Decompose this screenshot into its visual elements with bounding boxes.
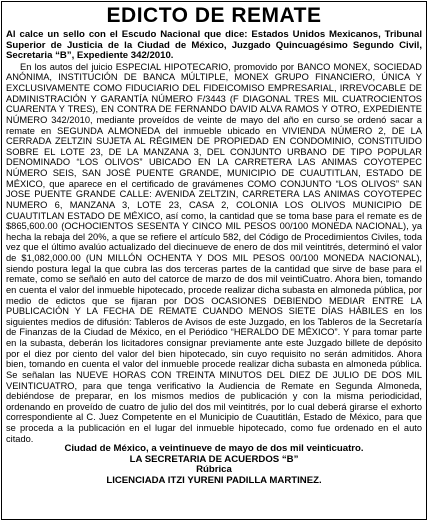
edict-notice	[1, 1, 427, 520]
signature-title: LA SECRETARIA DE ACUERDOS “B”	[129, 453, 299, 465]
seal-intro: Al calce un sello con el Escudo Nacional que dice: Estados Unidos Mexicanos, Tribunal Superior de Justicia de la Ciudad de México, Juzgado Quincuagésimo Segundo Civil, Secretaria “B”, Expediente 342/2010.	[6, 29, 422, 62]
signature-note: Rúbrica	[196, 464, 232, 476]
place-date: Ciudad de México, a veintinueve de mayo de dos mil veinticuatro.	[64, 443, 364, 455]
notice-body: En los autos del juicio ESPECIAL HIPOTECARIO, promovido por BANCO MONEX, SOCIEDAD ANÓNIMA, INSTITUCIÓN DE BANCA MÚLTIPLE, MONEX GRUPO FINANCIERO, ÚNICA Y EXCLUSIVAMENTE COMO FIDUCIARIO DEL FIDEICOMISO EMPRESARIAL, IRREVOCABLE DE ADMINISTRACIÓN Y GARANTÍA NÚMERO F/3443 (F DIAGONAL TRES MIL CUATROCIENTOS CUARENTA Y TRES), EN CONTRA DE FERNANDO DAVID ALVA RAMOS Y OTRO, EXPEDIENTE NÚMERO 342/2010, mediante proveídos de veinte de mayo del año en curso se ordenó sacar a remate en SEGUNDA ALMONEDA del inmueble ubicado en VIVIENDA NÚMERO 2, DE LA CERRADA ZELTZIN SUJETA AL RÉGIMEN DE PROPIEDAD EN CONDOMINIO, CONSTITUIDO SOBRE EL LOTE 23, DE LA MANZANA 3, DEL CONJUNTO URBANO DE TIPO POPULAR DENOMINADO “LOS OLIVOS” UBICADO EN LA CARRETERA LAS ANIMAS COYOTEPEC NÚMERO SEIS, SAN JOSÉ PUENTE GRANDE, MUNICIPIO DE CUAUTITLAN, ESTADO DE MÉXICO, que aparece en el certificado de gravámenes COMO CONJUNTO “LOS OLIVOS” SAN JOSE PUENTE GRANDE CALLE: AVENIDA ZELTZIN, CARRETERA LAS ANIMAS COYOTEPEC NUMERO 6, MANZANA 3, LOTE 23, CASA 2, COLONIA LOS OLIVOS MUNICIPIO DE CUAUTITLAN ESTADO DE MÉXICO, así como, la cantidad que se toma base para el remate es de $865,600.00 (OCHOCIENTOS SESENTA Y CINCO MIL PESOS 00/100 MONEDA NACIONAL), ya hecha la rebaja del 20%, a que se refiere el artículo 582, del Código de Procedimientos Civiles, toda vez que el último avalúo actualizado del diecinueve de enero de dos mil veintitrés, determinó el valor de $1,082,000.00 (UN MILLÓN OCHENTA Y DOS MIL PESOS 00/100 MONEDA NACIONAL), siendo postura legal la que cubra las dos terceras partes de la cantidad que sirve de base para el remate, como se señaló en auto del catorce de marzo de dos mil veintiCuatro. Ahora bien, tomando en cuenta el valor del inmueble hipotecado, procede realizar dicha subasta en almoneda pública, por medio de edictos que se fijaran por DOS OCASIONES DEBIENDO MEDIAR ENTRE LA PUBLICACIÓN Y LA FECHA DE REMATE CUANDO MENOS SIETE DÍAS HÁBILES en los siguientes medios de difusión: Tableros de Avisos de este Juzgado, en los Tableros de la Secretaría de Finanzas de la Ciudad de México, en el Periódico “HERALDO DE MÉXICO”. Y para tomar parte en la subasta, deberán los licitadores consignar previamente ante este Juzgado billete de depósito por el diez por ciento del valor del bien hipotecado, sin cuyo requisito no serán admitidos. Ahora bien, tomando en cuenta el valor del inmueble procede realizar dicha subasta en almoneda pública. Se señalan las NUEVE HORAS CON TREINTA MINUTOS DEL DIEZ DE JULIO DE DOS MIL VEINTICUATRO, para que tenga verificativo la Audiencia de Remate en Segunda Almoneda, debiéndose de preparar, en los mismos medios de publicación y con la misma periodicidad, ordenando en proveído de cuatro de julio del dos mil veintitrés, por lo cual deberá girarse el exhorto correspondiente al C. Juez Competente en el Municipio de Cuautitlán, Estado de México, para que se proceda a la publicación en el lugar del inmueble hipotecado, como fue ordenado en el auto citado.	[6, 61, 422, 444]
notice-title: EDICTO DE REMATE	[106, 4, 322, 27]
signatory-name: LICENCIADA ITZI YURENI PADILLA MARTINEZ.	[106, 475, 322, 487]
